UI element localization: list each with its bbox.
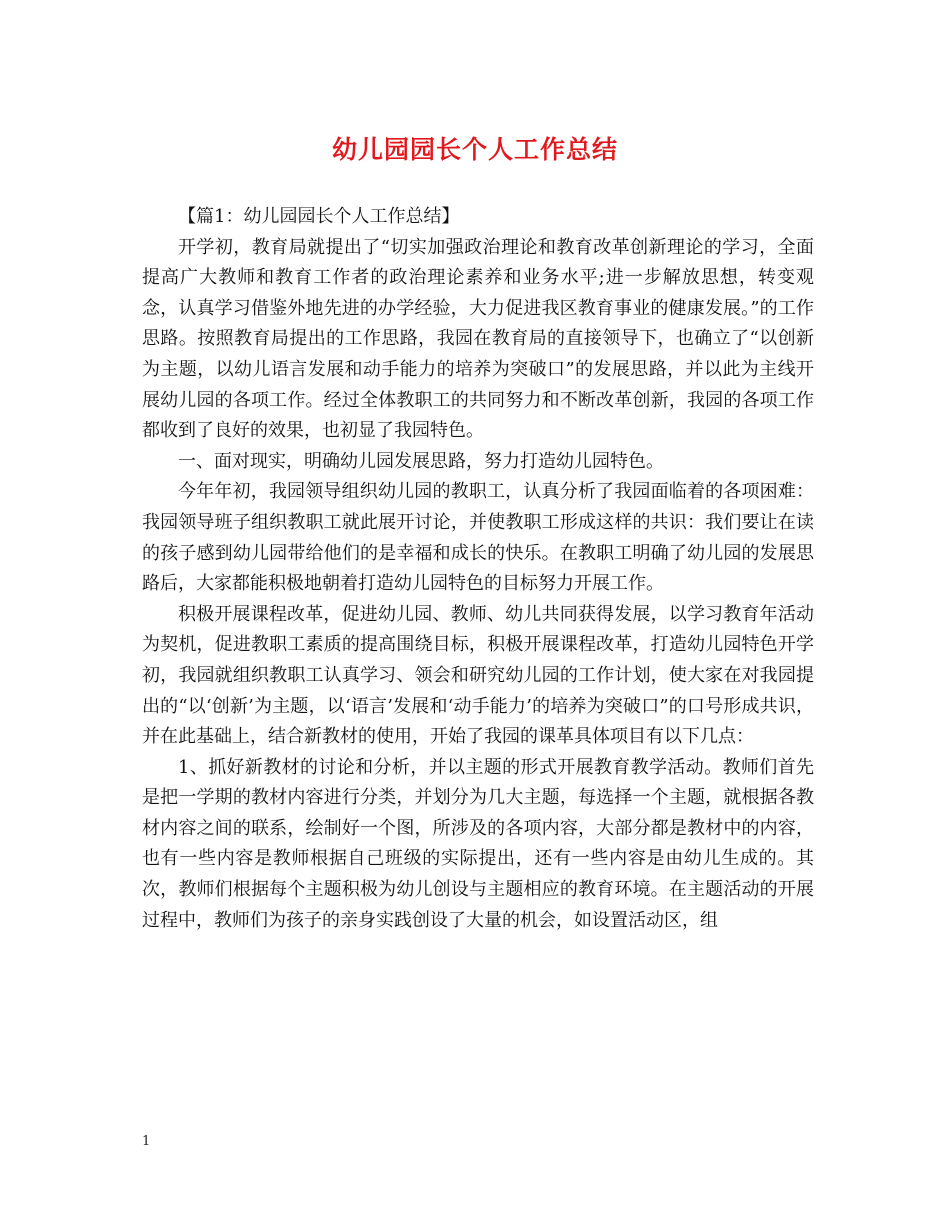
page-number: 1 bbox=[142, 1134, 151, 1149]
document-body bbox=[142, 202, 814, 936]
paragraph-heading-one: 一、面对现实，明确幼儿园发展思路，努力打造幼儿园特色。 bbox=[178, 450, 664, 472]
document-title: 幼儿园园长个人工作总结 bbox=[331, 135, 618, 164]
paragraph-intro: 开学初，教育局就提出了“切实加强政治理论和教育改革创新理论的学习，全面提高广大教师和教育工作者的政治理论素养和业务水平;进一步解放思想，转变观念，认真学习借鉴外地先进的办学经验，大力促进我区教育事业的健康发展。”的工作思路。按照教育局提出的工作思路，我园在教育局的直接领导下，也确立了“以创新为主题，以幼儿语言发展和动手能力的培养为突破口”的发展思路，并以此为主线开展幼儿园的各项工作。经过全体教职工的共同努力和不断改革创新，我园的各项工作都收到了良好的效果，也初显了我园特色。 bbox=[142, 236, 814, 442]
paragraph-analysis: 今年年初，我园领导组织幼儿园的教职工，认真分析了我园面临着的各项困难：我园领导班子组织教职工就此展开讨论，并使教职工形成这样的共识：我们要让在读的孩子感到幼儿园带给他们的是幸福和成长的快乐。在教职工明确了幼儿园的发展思路后，大家都能积极地朝着打造幼儿园特色的目标努力开展工作。 bbox=[142, 481, 814, 595]
section-heading: 【篇1：幼儿园园长个人工作总结】 bbox=[178, 206, 460, 227]
paragraph-curriculum-reform: 积极开展课程改革，促进幼儿园、教师、幼儿共同获得发展，以学习教育年活动为契机，促进教职工素质的提高围绕目标，积极开展课程改革，打造幼儿园特色开学初，我园就组织教职工认真学习、领会和研究幼儿园的工作计划，使大家在对我园提出的“以‘创新’为主题，以‘语言’发展和‘动手能力’的培养为突破口”的口号形成共识，并在此基础上，结合新教材的使用，开始了我园的课革具体项目有以下几点： bbox=[142, 603, 814, 748]
paragraph-new-materials: 1、抓好新教材的讨论和分析，并以主题的形式开展教育教学活动。教师们首先是把一学期的教材内容进行分类，并划分为几大主题，每选择一个主题，就根据各教材内容之间的联系，绘制好一个图，所涉及的各项内容，大部分都是教材中的内容，也有一些内容是教师根据自己班级的实际提出，还有一些内容是由幼儿生成的。其次，教师们根据每个主题积极为幼儿创设与主题相应的教育环境。在主题活动的开展过程中，教师们为孩子的亲身实践创设了大量的机会，如设置活动区，组 bbox=[142, 756, 814, 931]
